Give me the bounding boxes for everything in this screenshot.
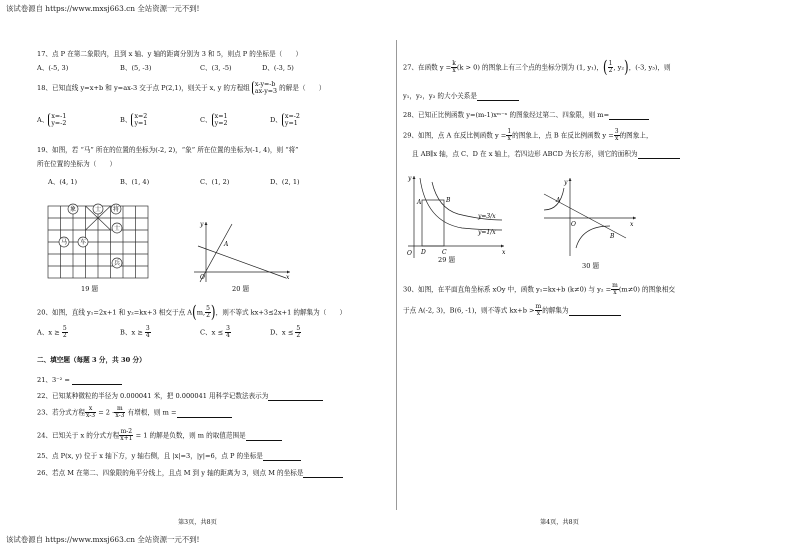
q26: 26、若点 M 在第二、四象限的角平分线上，且点 M 到 y 轴的距离为 3，则点 M 的坐标是	[37, 469, 343, 478]
q17-stem: 17、点 P 在第二象限内，且到 x 轴、y 轴的距离分别为 3 和 5，则点 P 的坐标是（ ）	[37, 50, 303, 58]
q17-option-d: D、(-3, 5)	[262, 64, 294, 72]
q18-option-c: C、 x=1 y=2	[200, 113, 228, 128]
figure-30-graph	[540, 176, 640, 258]
q21: 21、3⁻² =	[37, 376, 122, 385]
svg-text:兵: 兵	[113, 260, 121, 268]
q18-option-a: A、 x=-1 y=-2	[37, 113, 67, 128]
q25: 25、点 P(x, y) 位于 x 轴下方，y 轴右侧，且 |x|=3，|y|=6，点 P 的坐标是	[37, 452, 301, 461]
svg-text:车: 车	[79, 239, 87, 247]
q28: 28、已知正比例函数 y=(m-1)xᵐ⁻ⁿ 的图象经过第二、四象限，则 m=	[403, 111, 649, 120]
q22-answer-blank[interactable]	[268, 392, 323, 401]
q20-option-c: C、x ≤ $\frac{3}{4}$	[200, 325, 230, 339]
q20-option-d: D、x ≤ $\frac{5}{2}$	[270, 325, 301, 339]
svg-text:B: B	[446, 197, 451, 204]
chess-piece-advisor-1	[93, 204, 103, 214]
q27-line2: y₁，y₂，y₃ 的大小关系是	[403, 92, 519, 101]
q18-stem-b: 的解是（ ）	[279, 84, 326, 93]
svg-text:D: D	[421, 249, 426, 256]
q18-option-d: D、 x=-2 y=1	[270, 113, 300, 128]
svg-text:y=1/x: y=1/x	[478, 229, 496, 236]
svg-text:象: 象	[69, 206, 77, 214]
svg-text:将: 将	[112, 206, 120, 214]
svg-text:A: A	[556, 197, 561, 204]
svg-text:C: C	[442, 249, 447, 256]
q19-option-a: A、(4, 1)	[48, 178, 78, 186]
svg-text:A: A	[224, 241, 229, 248]
q19-option-c: C、(1, 2)	[200, 178, 230, 186]
q19-option-d: D、(2, 1)	[270, 178, 300, 186]
q30-line2: 于点 A(-2, 3)，B(6, -1)，则不等式 kx+b > $\frac{m}{x}$ 的解集为	[403, 304, 621, 317]
svg-text:y: y	[564, 179, 568, 186]
q25-answer-blank[interactable]	[263, 452, 301, 461]
q29-answer-blank[interactable]	[638, 150, 680, 159]
svg-text:x: x	[630, 221, 634, 228]
source-note-top: 该试卷源自 https://www.mxsj663.cn 全站资源一元不到!	[6, 4, 200, 13]
q20-option-b: B、x ≥ $\frac{3}{4}$	[120, 325, 150, 339]
q18-option-b: B、 x=2 y=1	[120, 113, 148, 128]
q28-answer-blank[interactable]	[609, 111, 649, 120]
q18-stem-a: 18、已知直线 y=x+b 和 y=ax-3 交于点 P(2,1)，则关于 x, y 的方程组	[37, 84, 250, 93]
figure-29-caption: 29 题	[438, 256, 456, 264]
svg-text:O: O	[407, 250, 412, 257]
q29-line1: 29、如图，点 A 在反比例函数 y = $\frac{1}{x}$ 的图象上，点 B 在反比例函数 y = $\frac{3}{x}$ 的图象上，	[403, 128, 653, 142]
svg-text:y: y	[200, 221, 204, 228]
chess-board-figure	[44, 198, 152, 288]
q18-equation-system: x-y=-b ax-y=3	[252, 81, 277, 95]
page-number-left: 第3页，共8页	[178, 519, 217, 526]
q30-line1: 30、如图，在平面直角坐标系 xOy 中，函数 y₁=kx+b (k≠0) 与 y₂ = $\frac{m}{x}$ (m≠0) 的图象相交	[403, 282, 676, 296]
q23: 23、若分式方程 $\frac{x}{x-3}$ = 2 - $\frac{m}{x-3}$ 有增根，则 m =	[37, 406, 232, 419]
q21-answer-blank[interactable]	[72, 376, 122, 385]
q29-line2: 且 AB∥x 轴，点 C、D 在 x 轴上，若四边形 ABCD 为长方形，则它的面积为	[412, 150, 680, 159]
page-number-right: 第4页，共8页	[540, 519, 579, 526]
q19-stem-line1: 19、如图，若 “马” 所在的位置的坐标为(-2, 2)，“象” 所在位置的坐标为(-1, 4)，则 “将”	[37, 146, 299, 154]
source-note-bottom: 该试卷源自 https://www.mxsj663.cn 全站资源一元不到!	[6, 535, 200, 544]
q23-answer-blank[interactable]	[177, 409, 232, 418]
svg-text:B: B	[610, 233, 615, 240]
svg-text:O: O	[571, 221, 576, 228]
q20-option-a: A、x ≥ $\frac{5}{2}$	[37, 325, 67, 339]
chess-piece-elephant	[68, 204, 78, 214]
q17-option-c: C、(3, -5)	[200, 64, 232, 72]
q20-line-graph	[190, 216, 298, 286]
q27-line1: 27、在函数 y = $\frac{k}{x}$ (k > 0) 的图象上有三个点的坐标分别为 (1, y₁)，( $\frac{1}{2}$ , y₂)，(-3, y₃)，则	[403, 57, 671, 77]
q19-stem-line2: 所在位置的坐标为（ ）	[37, 160, 117, 168]
svg-text:y=3/x: y=3/x	[478, 213, 496, 220]
svg-text:x: x	[286, 274, 290, 281]
svg-text:A: A	[417, 199, 422, 206]
svg-text:y: y	[408, 175, 412, 182]
svg-text:x: x	[502, 249, 506, 256]
q19-option-b: B、(1, 4)	[120, 178, 150, 186]
q17-option-b: B、(5, -3)	[120, 64, 152, 72]
q20-point-fraction: $\frac{5}{2}$	[206, 305, 210, 319]
q17-option-a: A、(-5, 3)	[37, 64, 69, 72]
q22: 22、已知某种微粒的半径为 0.000041 米，把 0.000041 用科学记数法表示为	[37, 392, 323, 401]
svg-text:马: 马	[60, 239, 68, 247]
chess-piece-horse	[59, 237, 69, 247]
q27-answer-blank[interactable]	[477, 92, 519, 101]
figure-29-graph	[402, 172, 508, 264]
q24-answer-blank[interactable]	[246, 432, 282, 441]
chess-piece-chariot	[78, 237, 88, 247]
figure-19-caption: 19 题	[81, 285, 99, 293]
chess-piece-advisor-2	[112, 223, 122, 233]
svg-text:O: O	[200, 274, 205, 281]
figure-20-caption: 20 题	[232, 285, 250, 293]
section-fill-in-title: 二、填空题（每题 3 分，共 30 分）	[37, 356, 146, 364]
q18-stem	[37, 81, 325, 95]
page-divider	[396, 40, 397, 510]
q20-stem: 20、如图，直线 y₁=2x+1 和 y₂=kx+3 相交于点 A(m, $\frac{5}{2}$ )，则不等式 kx+3≤2x+1 的解集为（ ）	[37, 302, 347, 322]
chess-piece-general	[111, 204, 121, 214]
chess-piece-soldier	[112, 258, 122, 268]
q26-answer-blank[interactable]	[303, 469, 343, 478]
figure-30-caption: 30 题	[582, 262, 600, 270]
q24: 24、已知关于 x 的分式方程 $\frac{m-2}{x+1}$ = 1 的解是负数，则 m 的取值范围是	[37, 429, 282, 442]
q30-answer-blank[interactable]	[569, 307, 621, 316]
svg-text:士: 士	[113, 225, 121, 233]
svg-text:士: 士	[94, 206, 102, 214]
